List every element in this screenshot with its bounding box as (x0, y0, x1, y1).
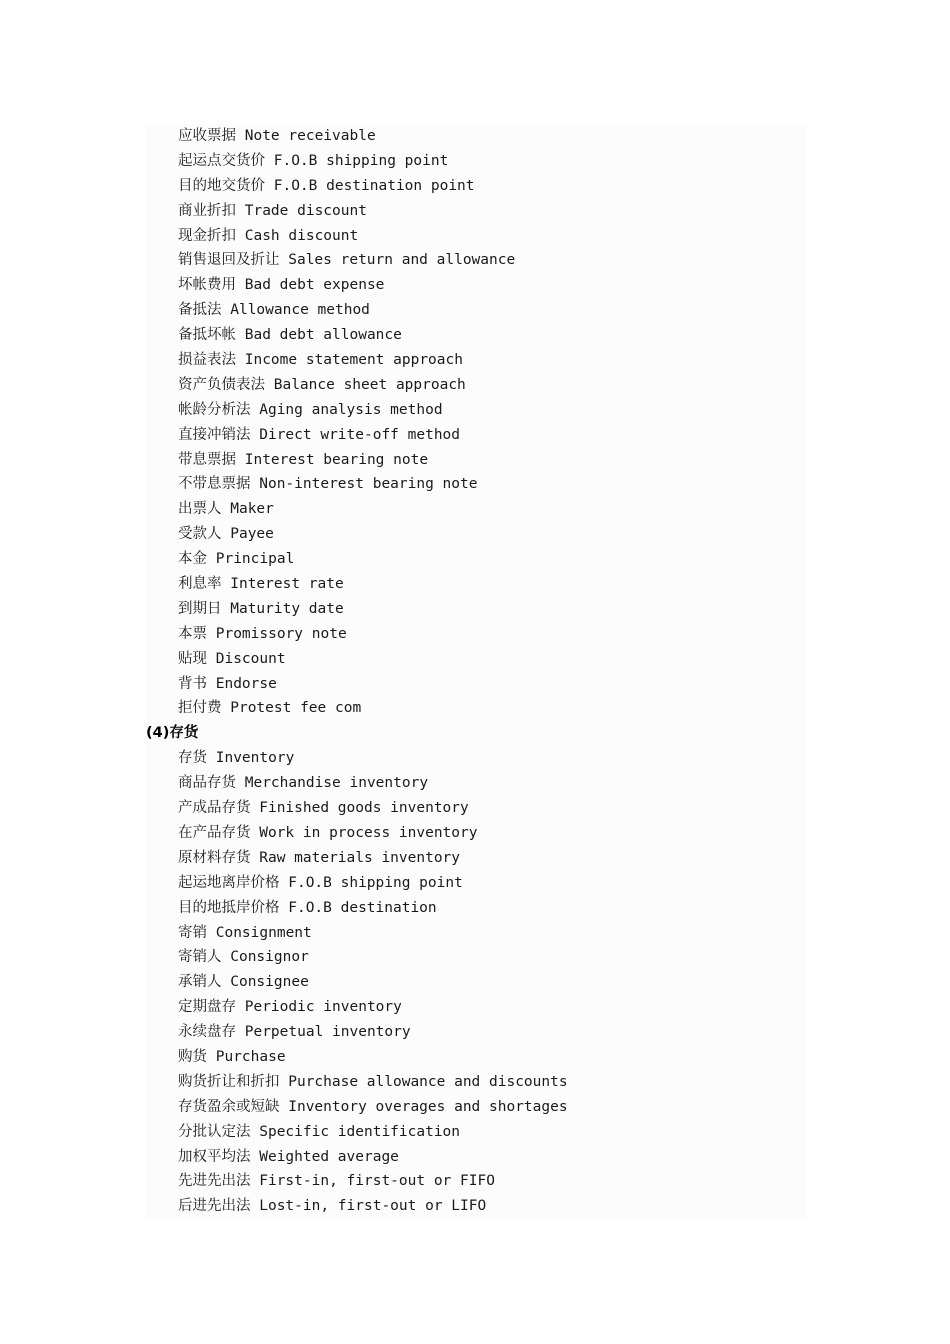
term-chinese: 产成品存货 (178, 800, 251, 817)
term-chinese: 后进先出法 (178, 1198, 251, 1215)
term-chinese: 备抵坏帐 (178, 327, 236, 344)
term-chinese: 寄销 (178, 924, 207, 941)
term-english: Trade discount (244, 202, 367, 219)
term-chinese: 受款人 (178, 526, 222, 543)
term-chinese: 应收票据 (178, 128, 236, 144)
glossary-term (146, 298, 806, 323)
term-english: Maturity date (230, 600, 344, 617)
term-english: Principal (215, 551, 295, 568)
glossary-term (146, 248, 806, 273)
glossary-term (146, 124, 806, 149)
term-chinese: 起运点交货价 (178, 152, 265, 169)
term-english: Weighted average (259, 1148, 399, 1165)
glossary-term (146, 846, 806, 871)
term-english: Payee (230, 526, 274, 543)
term-english: Purchase allowance and discounts (288, 1073, 568, 1090)
term-english: F.O.B destination (288, 899, 437, 916)
glossary-term (146, 373, 806, 398)
term-english: F.O.B destination point (273, 177, 475, 194)
glossary-term (146, 970, 806, 995)
term-chinese: 寄销人 (178, 949, 222, 966)
term-chinese: 销售退回及折让 (178, 252, 280, 269)
term-chinese: 损益表法 (178, 352, 236, 369)
term-english: Specific identification (259, 1123, 461, 1140)
term-english: Non-interest bearing note (259, 476, 478, 493)
glossary-term (146, 497, 806, 522)
term-english: Consignor (230, 949, 309, 966)
term-english: Bad debt expense (244, 277, 385, 294)
term-chinese: 目的地抵岸价格 (178, 899, 280, 916)
glossary-term (146, 149, 806, 174)
term-english: F.O.B shipping point (288, 874, 463, 891)
term-english: Promissory note (215, 625, 347, 642)
term-chinese: 本金 (178, 551, 207, 568)
glossary-term (146, 1120, 806, 1145)
term-chinese: 原材料存货 (178, 849, 251, 866)
term-chinese: 购货 (178, 1048, 207, 1065)
term-chinese: 商品存货 (178, 775, 236, 792)
glossary-term (146, 1045, 806, 1070)
glossary-term (146, 199, 806, 224)
term-chinese: 帐龄分析法 (178, 401, 251, 418)
glossary-list (146, 124, 806, 1219)
glossary-term (146, 1194, 806, 1219)
term-chinese: 利息率 (178, 576, 222, 593)
term-english: Allowance method (230, 302, 370, 319)
term-english: Periodic inventory (244, 999, 402, 1016)
term-english: Interest rate (230, 576, 344, 593)
glossary-term (146, 1095, 806, 1120)
term-english: Balance sheet approach (273, 376, 466, 393)
term-chinese: 本票 (178, 625, 207, 642)
glossary-term (146, 323, 806, 348)
glossary-term (146, 174, 806, 199)
term-chinese: 加权平均法 (178, 1148, 251, 1165)
glossary-term (146, 1145, 806, 1170)
term-english: Merchandise inventory (244, 775, 429, 792)
glossary-term (146, 746, 806, 771)
glossary-term (146, 871, 806, 896)
glossary-term (146, 921, 806, 946)
glossary-term (146, 522, 806, 547)
term-english: Inventory overages and shortages (288, 1098, 568, 1115)
term-chinese: 分批认定法 (178, 1123, 251, 1140)
glossary-term (146, 1070, 806, 1095)
glossary-term (146, 945, 806, 970)
glossary-term (146, 273, 806, 298)
term-chinese: 拒付费 (178, 700, 222, 717)
glossary-term (146, 995, 806, 1020)
term-english: Note receivable (244, 128, 376, 144)
glossary-term (146, 597, 806, 622)
glossary-term (146, 696, 806, 721)
term-chinese: 购货折让和折扣 (178, 1073, 280, 1090)
term-chinese: 备抵法 (178, 302, 222, 319)
term-english: Direct write-off method (259, 426, 461, 443)
term-english: Bad debt allowance (244, 327, 402, 344)
glossary-term (146, 224, 806, 249)
term-chinese: 存货盈余或短缺 (178, 1098, 280, 1115)
term-english: Raw materials inventory (259, 849, 461, 866)
glossary-term (146, 796, 806, 821)
term-english: Sales return and allowance (288, 252, 516, 269)
term-chinese: 带息票据 (178, 451, 236, 468)
term-chinese: 商业折扣 (178, 202, 236, 219)
term-chinese: 坏帐费用 (178, 277, 236, 294)
glossary-term (146, 547, 806, 572)
term-chinese: 直接冲销法 (178, 426, 251, 443)
glossary-term (146, 398, 806, 423)
glossary-term (146, 1169, 806, 1194)
term-chinese: 永续盘存 (178, 1024, 236, 1041)
glossary-term (146, 572, 806, 597)
term-english: Finished goods inventory (259, 800, 469, 817)
glossary-term (146, 423, 806, 448)
term-english: Consignee (230, 974, 309, 991)
term-chinese: 承销人 (178, 974, 222, 991)
term-english: Cash discount (244, 227, 359, 244)
glossary-term (146, 448, 806, 473)
term-chinese: 在产品存货 (178, 824, 251, 841)
term-english: Consignment (215, 924, 312, 941)
term-english: Income statement approach (244, 352, 463, 369)
term-chinese: 出票人 (178, 501, 222, 518)
term-chinese: 先进先出法 (178, 1173, 251, 1190)
term-english: Inventory (215, 750, 295, 767)
term-chinese: 存货 (178, 750, 207, 767)
term-chinese: 到期日 (178, 600, 222, 617)
term-english: Aging analysis method (259, 401, 443, 418)
term-chinese: 起运地离岸价格 (178, 874, 280, 891)
term-english: Purchase (215, 1048, 286, 1065)
term-english: Lost-in, first-out or LIFO (259, 1198, 487, 1215)
glossary-term (146, 622, 806, 647)
glossary-term (146, 647, 806, 672)
term-english: Work in process inventory (259, 824, 478, 841)
glossary-term (146, 771, 806, 796)
term-english: Discount (215, 650, 286, 667)
term-english: Protest fee com (230, 700, 362, 717)
term-chinese: 不带息票据 (178, 476, 251, 493)
term-english: Interest bearing note (244, 451, 429, 468)
term-chinese: 资产负债表法 (178, 376, 265, 393)
term-english: F.O.B shipping point (273, 152, 449, 169)
term-chinese: 定期盘存 (178, 999, 236, 1016)
glossary-term (146, 1020, 806, 1045)
term-chinese: 目的地交货价 (178, 177, 265, 194)
term-chinese: 背书 (178, 675, 207, 692)
glossary-term (146, 472, 806, 497)
term-english: Maker (230, 501, 274, 518)
glossary-term (146, 896, 806, 921)
term-english: First-in, first-out or FIFO (259, 1173, 495, 1190)
term-chinese: 现金折扣 (178, 227, 236, 244)
term-english: Endorse (215, 675, 277, 692)
glossary-term (146, 821, 806, 846)
glossary-term (146, 672, 806, 697)
term-chinese: 贴现 (178, 650, 207, 667)
section-heading: (4)存货 (146, 725, 199, 742)
term-english: Perpetual inventory (244, 1024, 411, 1041)
glossary-term (146, 348, 806, 373)
